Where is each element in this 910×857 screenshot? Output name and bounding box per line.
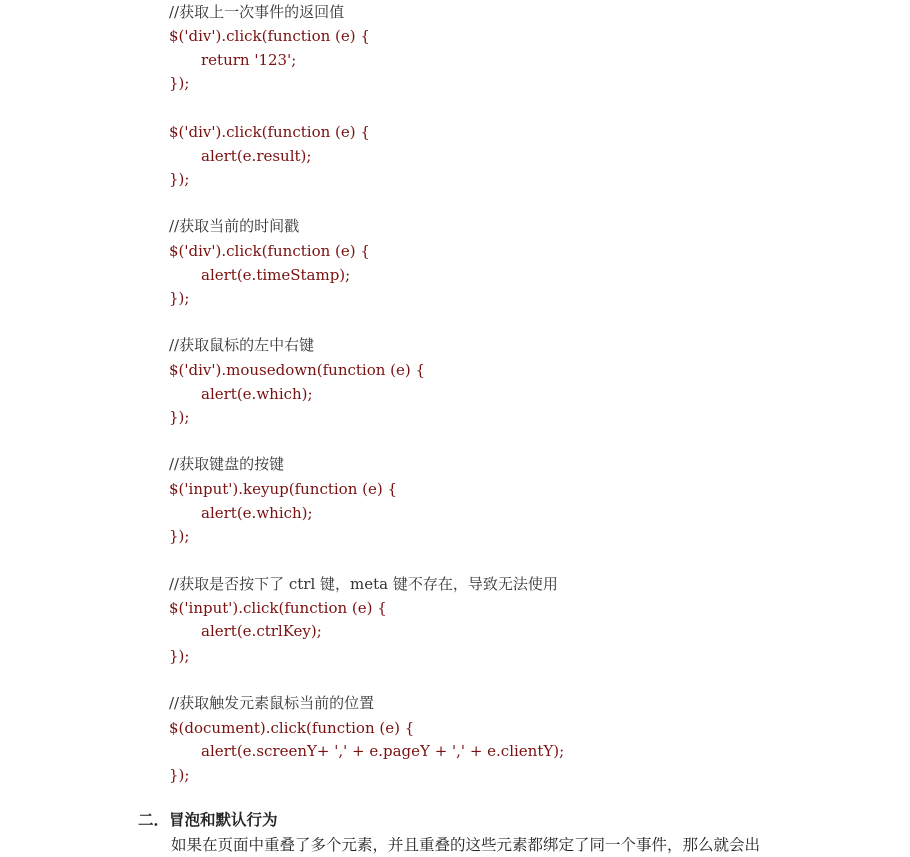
code-comment: //获取鼠标的左中右键: [169, 336, 315, 354]
code-comment: //获取当前的时间戳: [169, 217, 300, 235]
code-line: alert(e.timeStamp);: [201, 266, 351, 284]
code-comment: //获取上一次事件的返回值: [169, 3, 345, 21]
section-heading: 二．冒泡和默认行为: [138, 810, 278, 829]
body-paragraph: 如果在页面中重叠了多个元素，并且重叠的这些元素都绑定了同一个事件，那么就会出: [171, 836, 761, 854]
code-line: $('div').click(function (e) {: [169, 123, 370, 141]
code-line: alert(e.which);: [201, 504, 313, 522]
code-comment: //获取触发元素鼠标当前的位置: [169, 694, 375, 712]
code-line: alert(e.ctrlKey);: [201, 622, 322, 640]
code-line: $('div').click(function (e) {: [169, 242, 370, 260]
code-line: });: [169, 74, 190, 92]
code-line: });: [169, 766, 190, 784]
code-line: });: [169, 408, 190, 426]
code-line: });: [169, 170, 190, 188]
code-line: alert(e.result);: [201, 147, 312, 165]
code-line: return '123';: [201, 51, 297, 69]
code-line: $('div').mousedown(function (e) {: [169, 361, 426, 379]
code-line: $('input').keyup(function (e) {: [169, 480, 398, 498]
code-line: $('div').click(function (e) {: [169, 27, 370, 45]
code-line: $(document).click(function (e) {: [169, 719, 415, 737]
code-line: });: [169, 527, 190, 545]
code-comment: //获取键盘的按键: [169, 455, 285, 473]
code-line: });: [169, 289, 190, 307]
code-line: });: [169, 647, 190, 665]
code-line: $('input').click(function (e) {: [169, 599, 387, 617]
code-comment: //获取是否按下了 ctrl 键，meta 键不存在，导致无法使用: [169, 575, 558, 593]
code-line: alert(e.screenY+ ',' + e.pageY + ',' + e.clientY);: [201, 742, 565, 760]
code-line: alert(e.which);: [201, 385, 313, 403]
